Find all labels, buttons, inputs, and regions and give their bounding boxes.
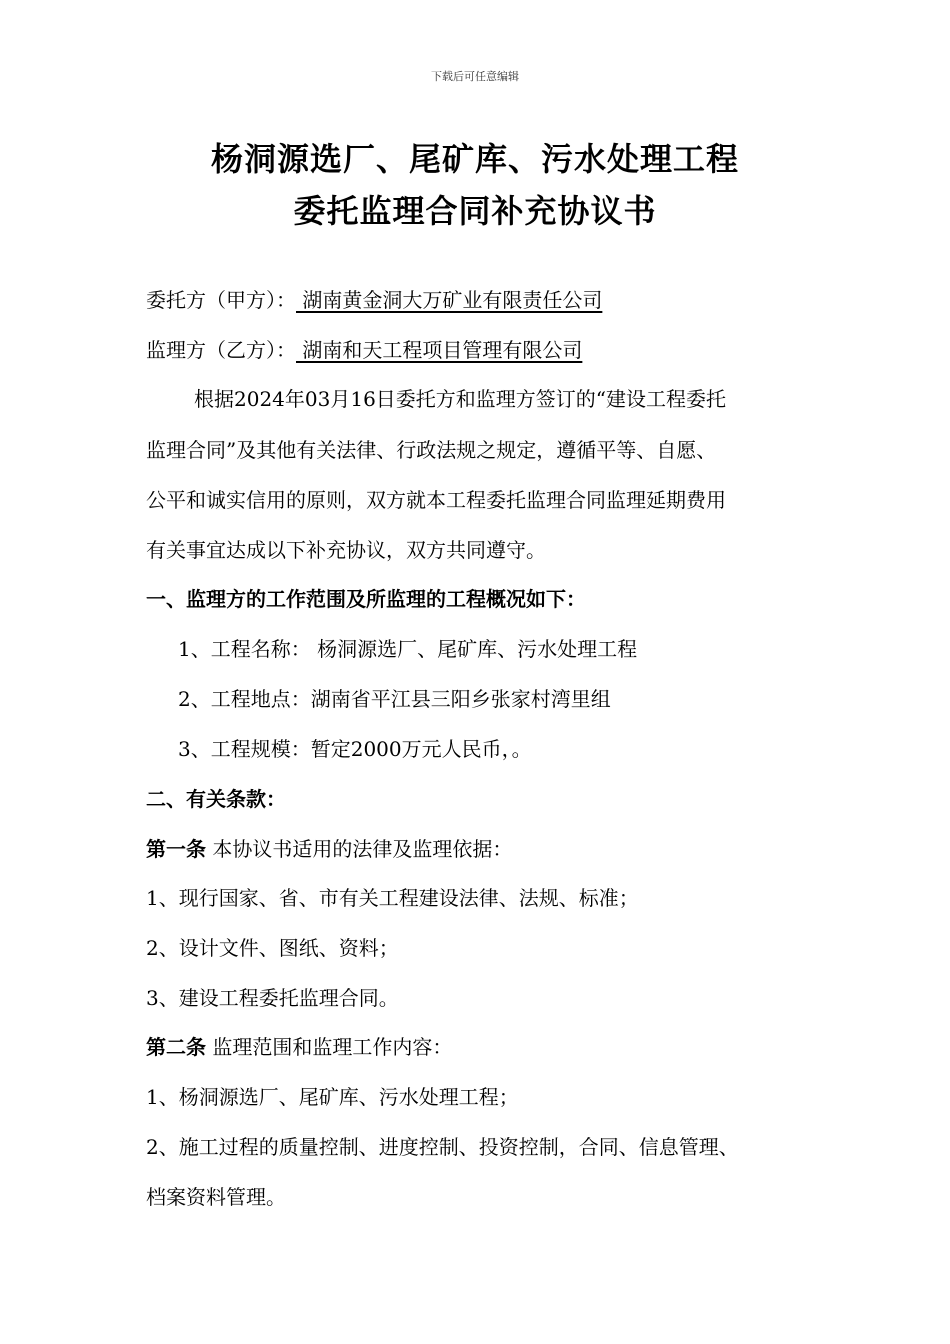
article1-item-3: 3、建设工程委托监理合同。 (146, 986, 399, 1010)
section1-item-1: 1、工程名称： 杨洞源选厂、尾矿库、污水处理工程 (178, 637, 638, 661)
article1-item-1: 1、现行国家、省、市有关工程建设法律、法规、标准； (146, 886, 639, 910)
party-a-label: 委托方（甲方）： (146, 288, 296, 312)
article2-item-2-continued: 档案资料管理。 (146, 1185, 286, 1209)
section1-heading: 一、监理方的工作范围及所监理的工程概况如下： (146, 587, 586, 611)
intro-line-3: 公平和诚实信用的原则，双方就本工程委托监理合同监理延期费用 (146, 488, 726, 512)
party-a-name: 湖南黄金洞大万矿业有限责任公司 (296, 288, 603, 312)
article1-item-2: 2、设计文件、图纸、资料； (146, 936, 399, 960)
section2-heading: 二、有关条款： (146, 787, 286, 811)
article2-line (146, 1035, 452, 1059)
article1-line (146, 837, 512, 861)
article2-item-1: 1、杨洞源选厂、尾矿库、污水处理工程； (146, 1085, 519, 1109)
party-b-name: 湖南和天工程项目管理有限公司 (296, 338, 583, 362)
section1-item-3: 3、工程规模：暂定2000万元人民币，。 (178, 737, 532, 761)
party-a-line (146, 288, 602, 312)
document-title-line2: 委托监理合同补充协议书 (293, 192, 657, 230)
section1-item-2: 2、工程地点：湖南省平江县三阳乡张家村湾里组 (178, 687, 611, 711)
article2-label: 第二条 (146, 1035, 206, 1059)
intro-line-4: 有关事宜达成以下补充协议，双方共同遵守。 (146, 538, 546, 562)
party-b-line (146, 338, 582, 362)
party-b-label: 监理方（乙方）： (146, 338, 296, 362)
document-title-line1: 杨洞源选厂、尾矿库、污水处理工程 (210, 140, 739, 178)
intro-line-1: 根据2024年03月16日委托方和监理方签订的“建设工程委托 (194, 387, 727, 411)
header-note: 下载后可任意编辑 (431, 70, 519, 83)
intro-line-2: 监理合同”及其他有关法律、行政法规之规定，遵循平等、自愿、 (146, 438, 717, 462)
article2-text: 监理范围和监理工作内容： (206, 1035, 453, 1059)
article2-item-2: 2、施工过程的质量控制、进度控制、投资控制，合同、信息管理、 (146, 1135, 739, 1159)
article1-text: 本协议书适用的法律及监理依据： (206, 837, 513, 861)
article1-label: 第一条 (146, 837, 206, 861)
